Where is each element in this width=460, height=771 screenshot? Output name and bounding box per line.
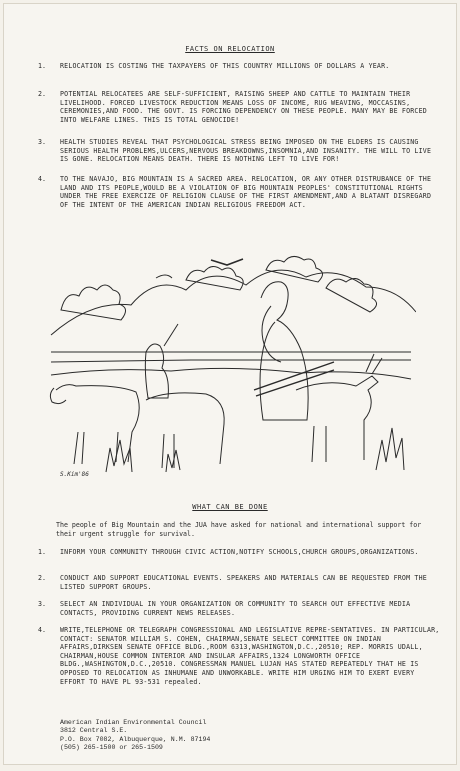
phone-numbers: (505) 265-1500 or 265-1509 xyxy=(60,744,163,752)
council-address-block xyxy=(60,719,310,753)
item-text: SELECT AN INDIVIDUAL IN YOUR ORGANIZATION OR COMMUNITY TO SEARCH OUT EFFECTIVE MEDIA CONTACTS, PROVIDING CURRENT NEWS RELEASES. xyxy=(60,600,411,617)
item-text: WRITE,TELEPHONE OR TELEGRAPH CONGRESSIONAL AND LEGISLATIVE REPRE-SENTATIVES. IN PARTICULAR, CONTACT: SENATOR WILLIAM S. COHEN, CHAIRMAN,SENATE SELECT COMMITTEE ON INDIAN AFFAIRS,DIRKSEN SENATE OFFICE BLDG.,ROOM 6313,WASHINGTON,D.C.,20510; REP. MORRIS UDALL, CHAIRMAN,HOUSE COMMON INTERIOR AND INSULAR AFFAIRS,1324 LONGWORTH OFFICE BLDG.,WASHINGTON,D.C.,20510. CONGRESSMAN MANUEL LUJAN HAS STATED REPEATEDLY THAT HE IS OPPOSED TO RELOCATION AS INHUMANE AND UNWORKABLE. WRITE HIM URGING HIM TO EXERT EVERY EFFORT TO HAVE PL 93-531 repealed. xyxy=(60,626,440,686)
po-box: P.O. Box 7082, Albuquerque, N.M. 87194 xyxy=(60,735,211,743)
item-text: HEALTH STUDIES REVEAL THAT PSYCHOLOGICAL STRESS BEING IMPOSED ON THE ELDERS IS CAUSING SERIOUS HEALTH PROBLEMS,ULCERS,NERVOUS BREAKDOWNS,INSOMNIA,AND INSANITY. THE WILL TO LIVE IS GONE. RELOCATION MEANS DEATH. THERE IS NOTHING LEFT TO LIVE FOR! xyxy=(60,138,432,164)
item-text: RELOCATION IS COSTING THE TAXPAYERS OF THIS COUNTRY MILLIONS OF DOLLARS A YEAR. xyxy=(60,62,390,70)
item-text: CONDUCT AND SUPPORT EDUCATIONAL EVENTS. SPEAKERS AND MATERIALS CAN BE REQUESTED FROM THE LISTED SUPPORT GROUPS. xyxy=(60,574,427,591)
artist-signature: S.Kim'86 xyxy=(60,471,89,478)
item-number: 3. xyxy=(38,138,46,146)
item-text: TO THE NAVAJO, BIG MOUNTAIN IS A SACRED AREA. RELOCATION, OR ANY OTHER DISTRUBANCE OF THE LAND AND ITS PEOPLE,WOULD BE A VIOLATION OF BIG MOUNTAIN PEOPLES' CONSTITUTIONAL RIGHTS UNDER THE FREE EXERCIZE OF RELIGION CLAUSE OF THE FIRST AMENDMENT,AND A BLATANT DISREGARD OF THE INTENT OF THE AMERICAN INDIAN RELIGIOUS FREEDOM ACT. xyxy=(60,175,432,209)
item-number: 2. xyxy=(38,574,46,582)
org-name: American Indian Environmental Council xyxy=(60,719,207,726)
item-number: 1. xyxy=(38,548,46,556)
item-number: 2. xyxy=(38,90,46,98)
item-text: POTENTIAL RELOCATEES ARE SELF-SUFFICIENT, RAISING SHEEP AND CATTLE TO MAINTAIN THEIR LIVELIHOOD. FORCED LIVESTOCK REDUCTION MEANS LOSS OF INCOME, RUG WEAVING, MOCCASINS, CEREMONIES,AND FOOD. THE GOVT. IS FORCING DEPENDENCY ON THESE PEOPLE. MANY MAY BE FORCED INTO WELFARE LINES. THIS IS TOTAL GENOCIDE! xyxy=(60,90,427,124)
flyer-page xyxy=(3,3,457,765)
item-text: INFORM YOUR COMMUNITY THROUGH CIVIC ACTION,NOTIFY SCHOOLS,CHURCH GROUPS,ORGANIZATIONS. xyxy=(60,548,419,556)
item-number: 4. xyxy=(38,175,46,183)
heading-facts-on-relocation: FACTS ON RELOCATION xyxy=(185,45,275,53)
heading-what-can-be-done: WHAT CAN BE DONE xyxy=(192,503,268,511)
item-number: 1. xyxy=(38,62,46,70)
item-number: 4. xyxy=(38,626,46,634)
item-number: 3. xyxy=(38,600,46,608)
street-address: 3812 Central S.E. xyxy=(60,727,128,735)
intro-paragraph: The people of Big Mountain and the JUA have asked for national and international support for their urgent struggle for survival. xyxy=(56,521,422,538)
big-mountain-illustration xyxy=(46,240,416,478)
